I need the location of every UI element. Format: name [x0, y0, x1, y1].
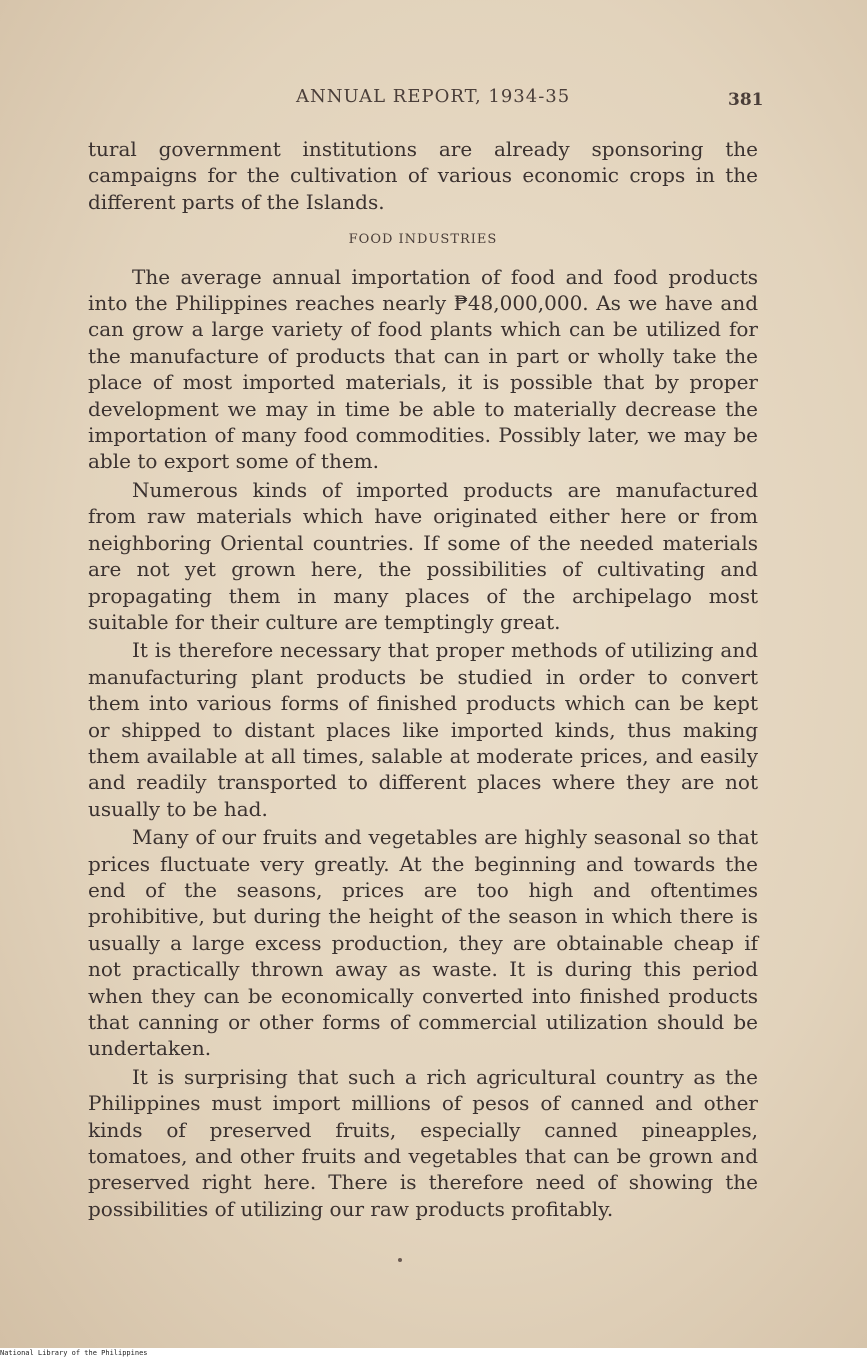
paragraph-methods: It is therefore necessary that proper methods of utilizing and manufacturing plant products be studied in order to convert them into various forms of finished products which can be kept or shipped to distant places like imported kinds, thus making them available at all times, salable at moderate prices, and easily and readily transported to different places where they are not usually to be had.	[88, 638, 758, 821]
footer-credit: National Library of the Philippines	[0, 1349, 148, 1357]
paragraph-continuation: tural government institutions are already sponsoring the campaigns for the cultivation of various economic crops in the different parts of the Islands.	[88, 137, 758, 214]
section-heading: FOOD INDUSTRIES	[348, 232, 498, 248]
paragraph-raw-materials: Numerous kinds of imported products are manufactured from raw materials which have originated either here or from neighboring Oriental countries. If some of the needed materials are not yet grown here, the possibilities of cultivating and propagating them in many places of the archipelago most suitable for their culture are temptingly great.	[88, 477, 758, 634]
paragraph-food-imports: The average annual importation of food and food products into the Philippines reaches nearly ₱48,000,000. As we have and can grow a large variety of food plants which can be utilized for the manufacture of products that can in part or wholly take the place of most imported materials, it is possible that by proper development we may in time be able to materially decrease the importation of many food commodities. Possibly later, we may be able to export some of them.	[88, 264, 758, 474]
paragraph-seasonal: Many of our fruits and vegetables are highly seasonal so that prices fluctuate very greatly. At the beginning and towards the end of the seasons, prices are too high and oftentimes prohibitive, but during the height of the season in which there is usually a large excess production, they are obtainable cheap if not practically thrown away as waste. It is during this period when they can be economically converted into finished products that canning or other forms of commercial utilization should be undertaken.	[88, 825, 758, 1061]
page-number: 381	[728, 90, 764, 110]
running-head	[0, 86, 867, 114]
paragraph-imports-surprise: It is surprising that such a rich agricultural country as the Philippines must import millions of pesos of canned and other kinds of preserved fruits, especially canned pineapples, tomatoes, and other fruits and vegetables that can be grown and preserved right here. There is therefore need of showing the possibilities of utilizing our raw products profitably.	[88, 1064, 758, 1221]
body-text	[88, 136, 758, 1222]
running-title: ANNUAL REPORT, 1934-35	[296, 86, 571, 107]
ink-dot	[398, 1258, 402, 1262]
